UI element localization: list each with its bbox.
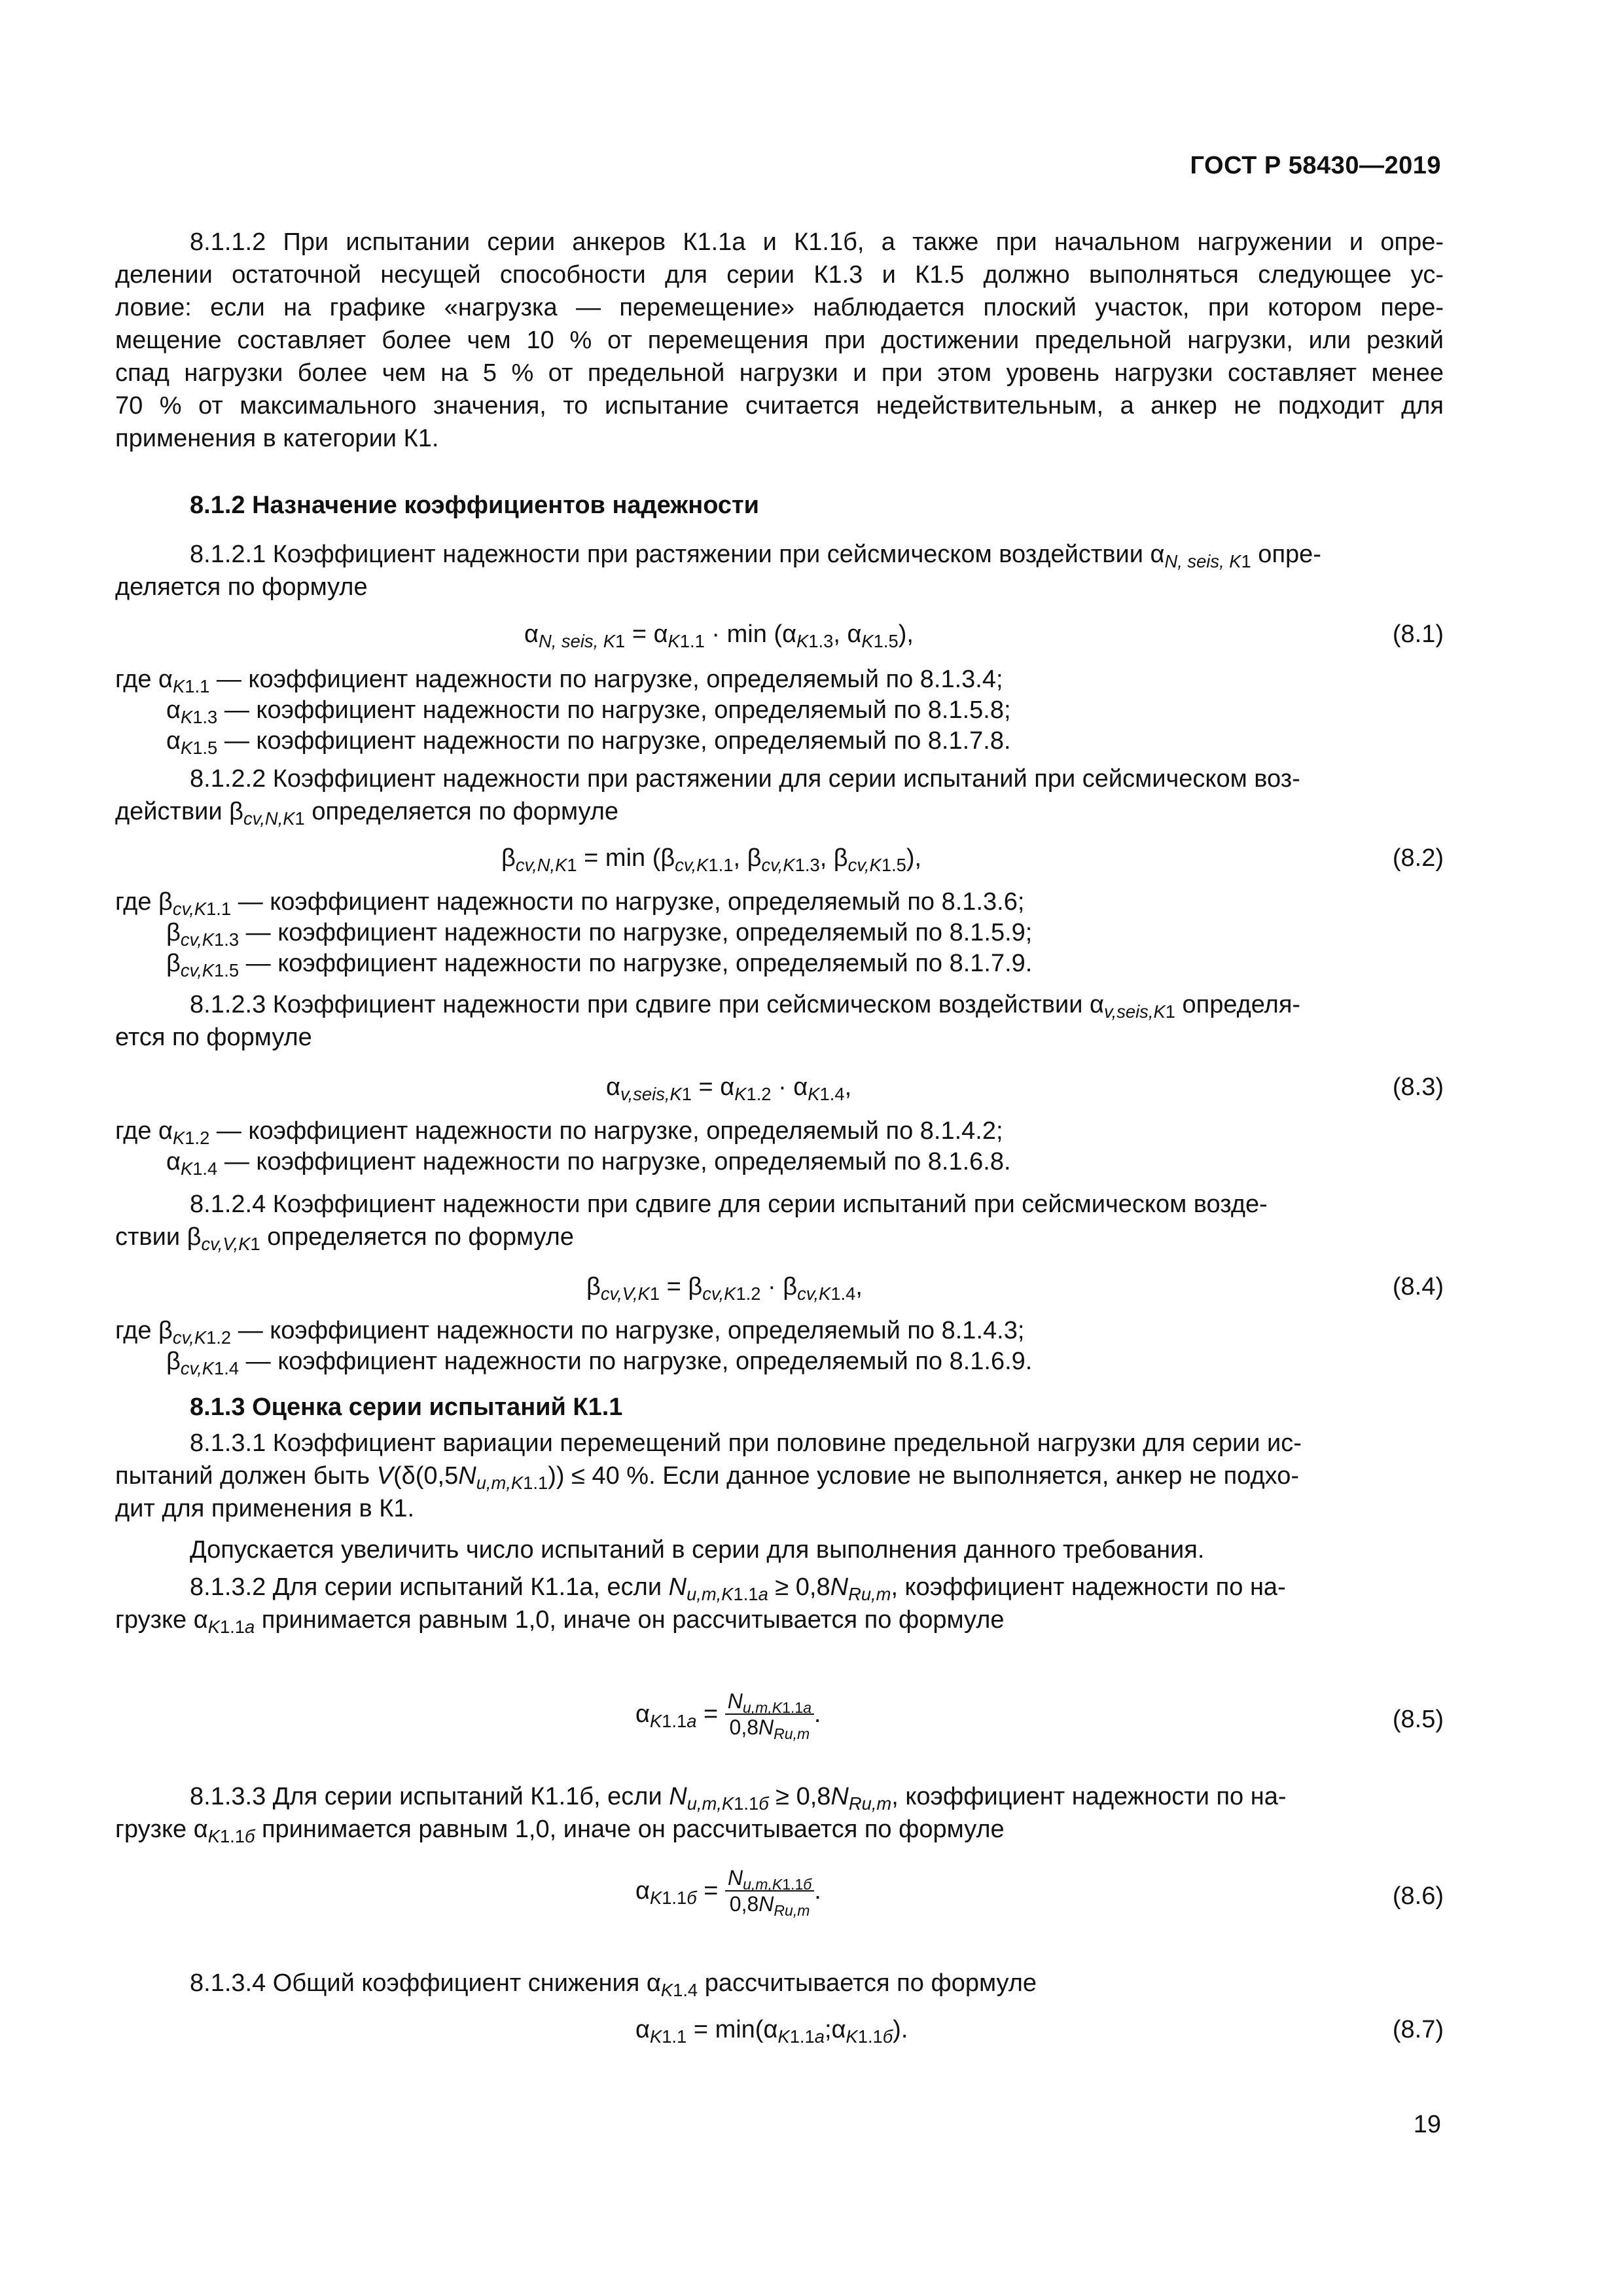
paragraph-8-1-1-2: 8.1.1.2 При испытании серии анкеров К1.1а и К1.1б, а также при начальном нагружении и опре- делении остаточной несущей способности для серии К1.3 и К1.5 должно выполняться следующее ус- ловие: если на графике «нагрузка — перемещение» наблюдается плоский участок, при котором пере- мещение составляет более чем 10 % от перемещения при достижении предельной нагрузки, или резкий спад нагрузки более чем на 5 % от предельной нагрузки и при этом уровень нагрузки составляет менее 70 % от максимального значения, то испытание считается недействительным, а анкер не подходит для применения в категории К1. xyxy=(115,228,1444,452)
equation-8-4: $\beta_{cv,V,K1} = \beta_{cv,K1.2} \cdot \beta_{cv,K1.4}$, (8.4) xyxy=(586,1273,1444,1304)
paragraph-8-1-3-2: 8.1.3.2 Для серии испытаний К1.1а, если $N_{u,m,K1.1a} \ge 0,8N_{Ru,m}$, коэффициент надежности по на- грузке $\alpha_{K1.1a}$ принимается равным 1,0, иначе он рассчитывается по формуле xyxy=(115,1573,1286,1638)
paragraph-8-1-3-1: 8.1.3.1 Коэффициент вариации перемещений при половине предельной нагрузки для серии ис- пытаний должен быть $V(\delta(0,5N_{u,m,K1.1})) \le 40$ %. Если данное условие не выполняется, анкер не подхо- дит для применения в К1. xyxy=(115,1429,1302,1522)
equation-number: (8.2) xyxy=(1392,844,1444,872)
equation-number: (8.5) xyxy=(1392,1706,1444,1733)
equation-number: (8.6) xyxy=(1392,1882,1444,1910)
paragraph-8-1-3-4: 8.1.3.4 Общий коэффициент снижения $\alpha_{K1.4}$ рассчитывается по формуле xyxy=(190,1969,1037,2001)
paragraph-8-1-2-3: 8.1.2.3 Коэффициент надежности при сдвиге при сейсмическом воздействии $\alpha_{v,seis,K1}$ определя- ется по формуле xyxy=(115,991,1301,1051)
paragraph-8-1-2-2: 8.1.2.2 Коэффициент надежности при растяжении для серии испытаний при сейсмическом воз- действии $\beta_{cv,N,K1}$ определяется по формуле xyxy=(115,765,1300,829)
where-list-8-2: где $\beta_{cv,K1.1}$ — коэффициент надежности по нагрузке, определяемый по 8.1.3.6; $\beta_{cv,K1.3}$ — коэффициент надежности по нагрузке, определяемый по 8.1.5.9; $\beta_{cv,K1.5}$ — коэффициент надежности по нагрузке, определяемый по 8.1.7.9. xyxy=(115,888,1033,981)
equation-8-1: $\alpha_{N, seis, K1} = \alpha_{K1.1} \cdot \min (\alpha_{K1.3}$, $\alpha_{K1.5}$), (8.1) xyxy=(524,620,1444,652)
page-number: 19 xyxy=(1413,2111,1441,2138)
paragraph-8-1-2-4: 8.1.2.4 Коэффициент надежности при сдвиге для серии испытаний при сейсмическом возде- ствии $\beta_{cv,V,K1}$ определяется по формуле xyxy=(115,1191,1268,1255)
equation-number: (8.3) xyxy=(1392,1073,1444,1101)
equation-number: (8.4) xyxy=(1392,1273,1444,1300)
where-list-8-3: где $\alpha_{K1.2}$ — коэффициент надежности по нагрузке, определяемый по 8.1.4.2; $\alpha_{K1.4}$ — коэффициент надежности по нагрузке, определяемый по 8.1.6.8. xyxy=(115,1117,1011,1179)
section-heading-8-1-3: 8.1.3 Оценка серии испытаний К1.1 xyxy=(190,1393,623,1421)
paragraph-8-1-3-3: 8.1.3.3 Для серии испытаний К1.1б, если $N_{u,m,K1.1б} \ge 0,8N_{Ru,m}$, коэффициент надежности по на- грузке $\alpha_{K1.1б}$ принимается равным 1,0, иначе он рассчитывается по формуле xyxy=(115,1783,1287,1847)
paragraph-8-1-2-1: 8.1.2.1 Коэффициент надежности при растяжении при сейсмическом воздействии $\alpha_{N, seis, K1}$ опре- деляется по формуле xyxy=(115,541,1321,601)
equation-8-3: $\alpha_{v,seis,K1} = \alpha_{K1.2} \cdot \alpha_{K1.4}$, (8.3) xyxy=(606,1073,1444,1105)
equation-number: (8.1) xyxy=(1392,620,1444,648)
equation-number: (8.7) xyxy=(1392,2016,1444,2043)
where-list-8-4: где $\beta_{cv,K1.2}$ — коэффициент надежности по нагрузке, определяемый по 8.1.4.3; $\beta_{cv,K1.4}$ — коэффициент надежности по нагрузке, определяемый по 8.1.6.9. xyxy=(115,1317,1033,1379)
paragraph-allow: Допускается увеличить число испытаний в серии для выполнения данного требования. xyxy=(190,1536,1205,1564)
equation-8-5: $\alpha_{K1.1a}$ = $\frac{N_{u,m,K1.1a}}{0,8N_{Ru,m}}$ . (8.5) xyxy=(635,1689,1444,1743)
section-heading-8-1-2: 8.1.2 Назначение коэффициентов надежности xyxy=(190,492,760,519)
equation-8-2: $\beta_{cv,N,K1} = \min (\beta_{cv,K1.1}$, $\beta_{cv,K1.3}$, $\beta_{cv,K1.5}$), (8.2) xyxy=(501,844,1444,876)
equation-8-7: $\alpha_{K1.1}$ = $\min(\alpha_{K1.1a};\alpha_{K1.1б})$. (8.7) xyxy=(635,2016,1444,2047)
equation-8-6: $\alpha_{K1.1б}$ = $\frac{N_{u,m,K1.1б}}{0,8N_{Ru,m}}$ . (8.6) xyxy=(635,1866,1444,1920)
where-list-8-1: где $\alpha_{K1.1}$ — коэффициент надежности по нагрузке, определяемый по 8.1.3.4; $\alpha_{K1.3}$ — коэффициент надежности по нагрузке, определяемый по 8.1.5.8; $\alpha_{K1.5}$ — коэффициент надежности по нагрузке, определяемый по 8.1.7.8. xyxy=(115,666,1011,759)
document-number-header: ГОСТ Р 58430—2019 xyxy=(1190,152,1441,179)
